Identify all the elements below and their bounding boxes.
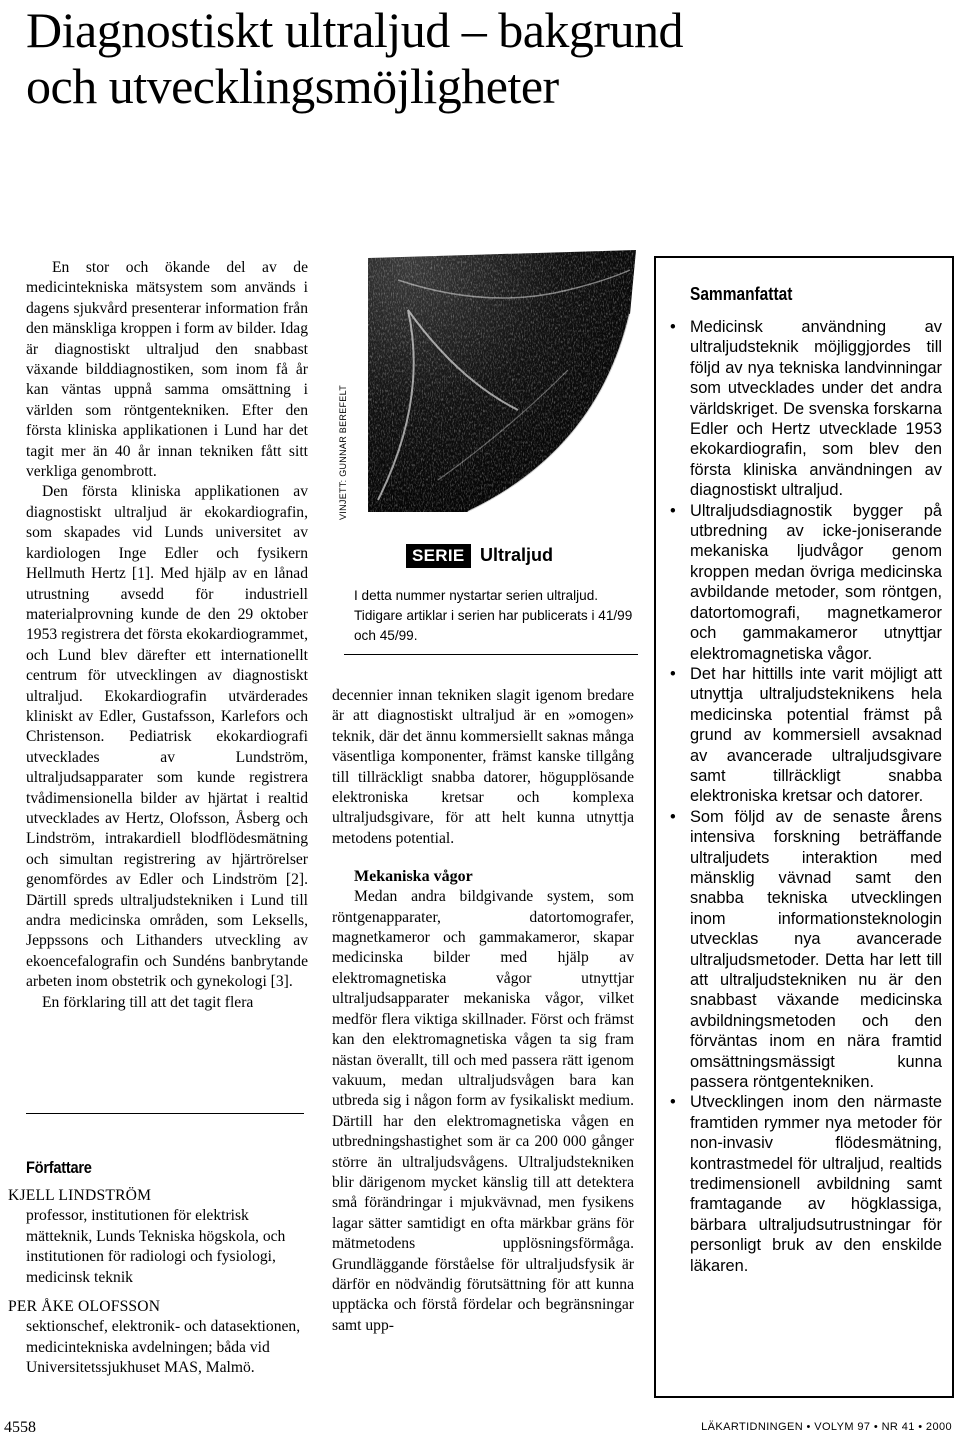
article-column-2: [332, 686, 634, 1336]
author-entry: [8, 1186, 308, 1288]
summary-heading: Sammanfattat: [690, 284, 793, 304]
summary-item: • Medicinsk användning av ultraljudsteknik möjliggjordes till följd av nya tekniska landvinningar som utvecklades under det andra världskriget. De svenska forskarna Edler och Hertz utvecklade 1953 ekokardiografin, som blev den första kliniska användningen av diagnostiskt ultraljud.: [670, 318, 942, 500]
summary-list: [656, 317, 942, 1276]
summary-item: • Utvecklingen inom den närmaste framtiden rymmer nya metoder för non-invasiv flödesmätning, kontrastmedel för ultraljud, realtids tredimensionell avbildning samt framtagande av högklassiga, bärbara ultraljudsutrustningar för personligt bruk av den enskilde läkaren.: [670, 1093, 942, 1275]
ultrasound-scan-icon: [368, 250, 638, 512]
summary-item: • Det har hittills inte varit möjligt att utnyttja ultraljudsteknikens hela medicinska potential främst på grund av kommersiell avsaknad av avancerade ultraljudsgivare samt tillräckligt snabba elektroniska kretsar och datorer.: [670, 664, 942, 806]
series-badge: SERIE: [406, 544, 471, 568]
summary-item: • Som följd av de senaste årens intensiva forskning beträffande ultraljudets interaktion med mänsklig vävnad samt den snabba tekniska utvecklingen inom informationsteknologin utvecklas nya avancerade ultraljudsmetoder. Detta har lett till att ultraljudstekniken nu är den snabbast växande medicinska avbildningsmetoden och den förväntas inom en nära framtid omsättningsmässigt kunna passera röntgentekniken.: [670, 807, 942, 1092]
author-name: KJELL LINDSTRÖM: [8, 1187, 152, 1204]
paragraph: En förklaring till att det tagit flera: [42, 993, 254, 1011]
page-title: [26, 2, 946, 114]
author-entry: [8, 1297, 308, 1379]
paragraph: Den första kliniska applikationen av diagnostiskt ultraljud är ekokardiografin, som skapades vid Lunds universitet av kardiologen Inge Edler och fysikern Hellmuth Hertz [1]. Med hjälp av en lånad utrustning avsedd för industriell materialprovning kunde de den 29 oktober 1953 registrera det första ekokardiogrammet, och Lund blev därefter ett internationellt centrum för utvecklingen av diagnostiskt ultraljud. Ekokardiografin utvärderades kliniskt av Edler, Gustafsson, Karlefors och Christenson. Pediatrisk ekokardiografi utvecklades av Lundström, ultraljudsapparater som kunde registrera tvådimensionella bilder av hjärtat i realtid utvecklades av Hertz, Olofsson, Åsberg och Lindström, intrakardiell blodflödesmätning och simultan registrering av hjärtrörelser genomfördes av Edler och Lindström [2]. Därtill spreds ultraljudstekniken i Lund till andra medicinska områden, som Leksells, Jeppssons och Lithanders utveckling av ekoencefalografin och Sundéns banbrytande arbeten inom obstetrik och gynekologi [3].: [26, 483, 308, 991]
article-column-1: [26, 258, 308, 1013]
paragraph: Medan andra bildgivande system, som röntgenapparater, datortomografer, magnetkameror och gammakameror, skapar medicinska bilder med hjälp av elektromagnetiska vågor utnyttjar ultraljudsapparater mekaniska vågor, vilket medför flera viktiga skillnader. Först och främst kan den elektromagnetiska vågen ta sig fram nästan överallt, till och med passera rätt igenom vakuum, medan ultraljudsvågen bara kan utbreda sig i någon form av fysikaliskt medium. Därtill har den elektromagnetiska vågen en utbredningshastighet som är ca 200 000 gånger större än ultraljudsvågens. Ultraljudstekniken blir därigenom mycket känslig till att detektera små förändringar i mjukvävnad, men fysikens lagar sätter samtidigt en ofta märkbar gräns för mätmetodens upplösningsförmåga. Grundläggande förståelse för ultraljudsfysik är därför en nödvändig förutsättning för att kunna upptäcka och förstå fördelar och begränsningar samt upp-: [332, 888, 634, 1334]
divider: [26, 1113, 304, 1114]
section-heading: Mekaniska vågor: [354, 868, 473, 886]
author-description: professor, institutionen för elektrisk mätteknik, Lunds Tekniska högskola, och institutionen för radiologi och fysiologi, medicinsk teknik: [26, 1207, 286, 1286]
title-line-2: och utvecklingsmöjligheter: [26, 58, 559, 114]
author-name: PER ÅKE OLOFSSON: [8, 1298, 161, 1315]
authors-heading: Författare: [26, 1158, 92, 1177]
series-title: Ultraljud: [480, 545, 554, 565]
summary-item: • Ultraljudsdiagnostik bygger på utbredning av icke-joniserande mekaniska ljudvågor genom kroppen medan övriga medicinska avbildande metoder, som röntgen, datortomografi, magnetkameror och gammakameror utnyttjar elektromagnetiska vågor.: [670, 501, 942, 663]
bullet-icon: •: [670, 807, 676, 826]
paragraph: En stor och ökande del av de medicintekniska mätsystem som används i dagens sjukvård presenterar information från den mänskliga kroppen i form av bilder. Idag är diagnostiskt ultraljud den snabbast växande bilddiagnostiken, som inom få år kan väntas uppnå samma omsättning i världen som röntgentekniken. Efter den första kliniska applikationen i Lund har det tagit mer än 40 år innan tekniken fått sitt verkliga genombrott.: [26, 259, 308, 481]
journal-footer: LÄKARTIDNINGEN • VOLYM 97 • NR 41 • 2000: [701, 1421, 952, 1433]
ultrasound-image: [368, 250, 638, 512]
series-note: I detta nummer nystartar serien ultraljud. Tidigare artiklar i serien har publicerats i 41/99 och 45/99.: [354, 588, 633, 643]
paragraph: decennier innan tekniken slagit igenom bredare är att diagnostiskt ultraljud är en »omogen» teknik, där det ännu kommersiellt saknas många väsentliga komponenter, främst kanske tillgång till tillräckligt snabba datorer, högupplösande elektroniska kretsar och komplexa ultraljudsgivare, för att helt kunna utnyttja metodens potential.: [332, 687, 634, 847]
page-number: 4558: [4, 1419, 36, 1436]
bullet-icon: •: [670, 501, 676, 520]
divider: [344, 654, 638, 655]
title-line-1: Diagnostiskt ultraljud – bakgrund: [26, 2, 684, 58]
bullet-icon: •: [670, 664, 676, 683]
author-description: sektionschef, elektronik- och datasektionen, medicintekniska avdelningen; båda vid Universitetssjukhuset MAS, Malmö.: [26, 1318, 301, 1377]
summary-box: [654, 256, 954, 1398]
image-credit: VINJETT: GUNNAR BEREFELT: [338, 384, 348, 520]
bullet-icon: •: [670, 1093, 676, 1112]
bullet-icon: •: [670, 318, 676, 336]
